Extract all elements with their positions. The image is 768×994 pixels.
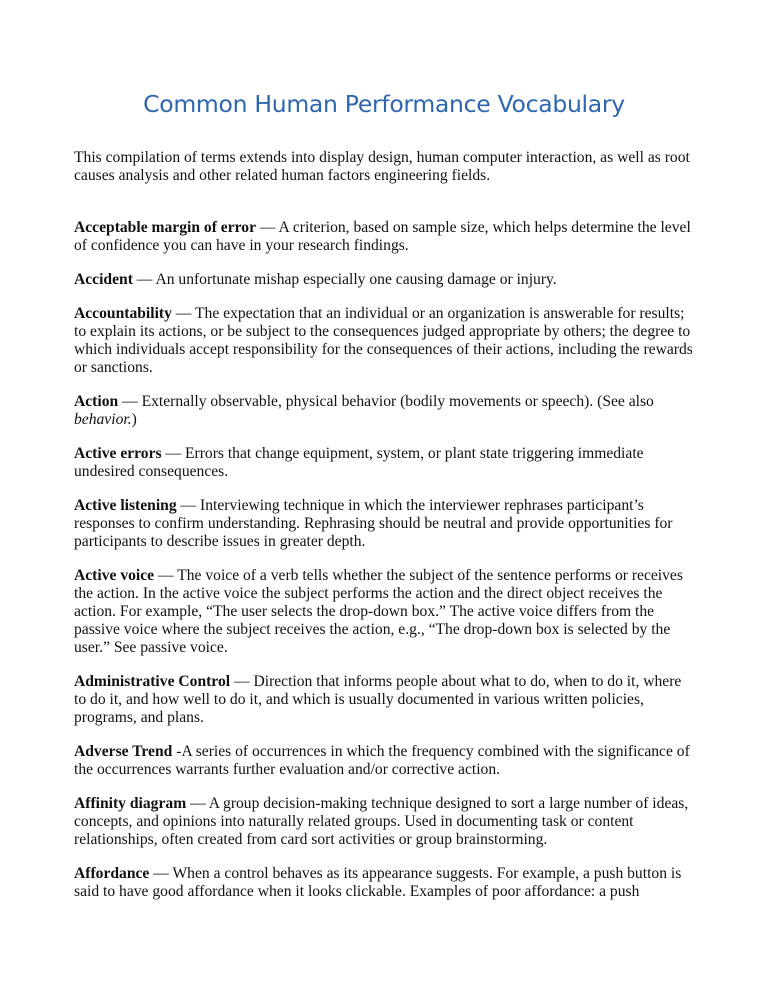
glossary-definition: Externally observable, physical behavior (bodily movements or speech). (See also bbox=[141, 393, 654, 410]
glossary-definition: Errors that change equipment, system, or plant state triggering immediate undesired consequences. bbox=[74, 445, 644, 480]
term-separator: — bbox=[256, 219, 279, 236]
glossary-term: Active listening bbox=[74, 497, 177, 514]
glossary-definition: A series of occurrences in which the frequency combined with the significance of the occurrences warrants further evaluation and/or corrective action. bbox=[74, 743, 690, 778]
term-separator: — bbox=[149, 865, 173, 882]
glossary-definition: An unfortunate mishap especially one causing damage or injury. bbox=[155, 271, 557, 288]
glossary-term: Active errors bbox=[74, 445, 162, 462]
glossary-term: Affinity diagram bbox=[74, 795, 187, 812]
document-body bbox=[74, 149, 694, 917]
glossary-term: Adverse Trend bbox=[74, 743, 173, 760]
glossary-term: Affordance bbox=[74, 865, 150, 882]
cross-reference: behavior. bbox=[74, 411, 132, 428]
term-separator: — bbox=[176, 497, 201, 514]
glossary-term: Accountability bbox=[74, 305, 172, 322]
glossary-entry-action bbox=[74, 393, 694, 429]
term-separator: — bbox=[230, 673, 254, 690]
intro-paragraph: This compilation of terms extends into display design, human computer interaction, as well as root causes analysis and other related human factors engineering fields. bbox=[74, 149, 690, 184]
glossary-term: Acceptable margin of error bbox=[74, 219, 257, 236]
glossary-definition: Interviewing technique in which the interviewer rephrases participant’s responses to confirm understanding. Rephrasing should be neutral and provide opportunities for participants to describe issues in greater depth. bbox=[74, 497, 673, 550]
glossary-entry-adverse-trend bbox=[74, 743, 694, 779]
glossary-term: Active voice bbox=[74, 567, 155, 584]
glossary-term: Administrative Control bbox=[74, 673, 231, 690]
term-separator: — bbox=[154, 567, 178, 584]
term-separator: — bbox=[118, 393, 142, 410]
glossary-entry-active-errors bbox=[74, 445, 694, 481]
glossary-entry-administrative-control bbox=[74, 673, 694, 727]
glossary-definition: Direction that informs people about what to do, when to do it, where to do it, and how well to do it, and which is usually documented in various written policies, programs, and plans. bbox=[74, 673, 682, 726]
glossary-entry-affinity-diagram bbox=[74, 795, 694, 849]
glossary-entry-acceptable-margin-of-error bbox=[74, 219, 694, 255]
glossary-definition: A group decision-making technique designed to sort a large number of ideas, concepts, and opinions into naturally related groups. Used in documenting task or content relationships, often created from card sort activities or group brainstorming. bbox=[74, 795, 689, 848]
glossary-entry-affordance bbox=[74, 865, 694, 901]
glossary-definition: When a control behaves as its appearance suggests. For example, a push button is said to have good affordance when it looks clickable. Examples of poor affordance: a push bbox=[74, 865, 682, 900]
glossary-entry-active-voice bbox=[74, 567, 694, 657]
glossary-term: Accident bbox=[74, 271, 133, 288]
term-separator: — bbox=[171, 305, 196, 322]
glossary-definition: The expectation that an individual or an organization is answerable for results; to explain its actions, or be subject to the consequences judged appropriate by others; the degree to which individuals accept responsibility for the consequences of their actions, including the rewards or sanctions. bbox=[74, 305, 693, 376]
term-separator: — bbox=[186, 795, 209, 812]
glossary-term: Action bbox=[74, 393, 119, 410]
term-separator: — bbox=[132, 271, 156, 288]
term-separator: - bbox=[172, 743, 182, 760]
document-title: Common Human Performance Vocabulary bbox=[143, 90, 625, 118]
glossary-definition: A criterion, based on sample size, which helps determine the level of confidence you can have in your research findings. bbox=[74, 219, 691, 254]
term-separator: — bbox=[161, 445, 185, 462]
glossary-definition: The voice of a verb tells whether the subject of the sentence performs or receives the action. In the active voice the subject performs the action and the direct object receives the action. For example, “The user selects the drop-down box.” The active voice differs from the passive voice where the subject receives the action, e.g., “The drop-down box is selected by the user.” See passive voice. bbox=[74, 567, 683, 656]
definition-closing: ) bbox=[131, 411, 137, 428]
glossary-entry-accountability bbox=[74, 305, 694, 377]
glossary-entry-accident bbox=[74, 271, 694, 289]
glossary-entry-active-listening bbox=[74, 497, 694, 551]
